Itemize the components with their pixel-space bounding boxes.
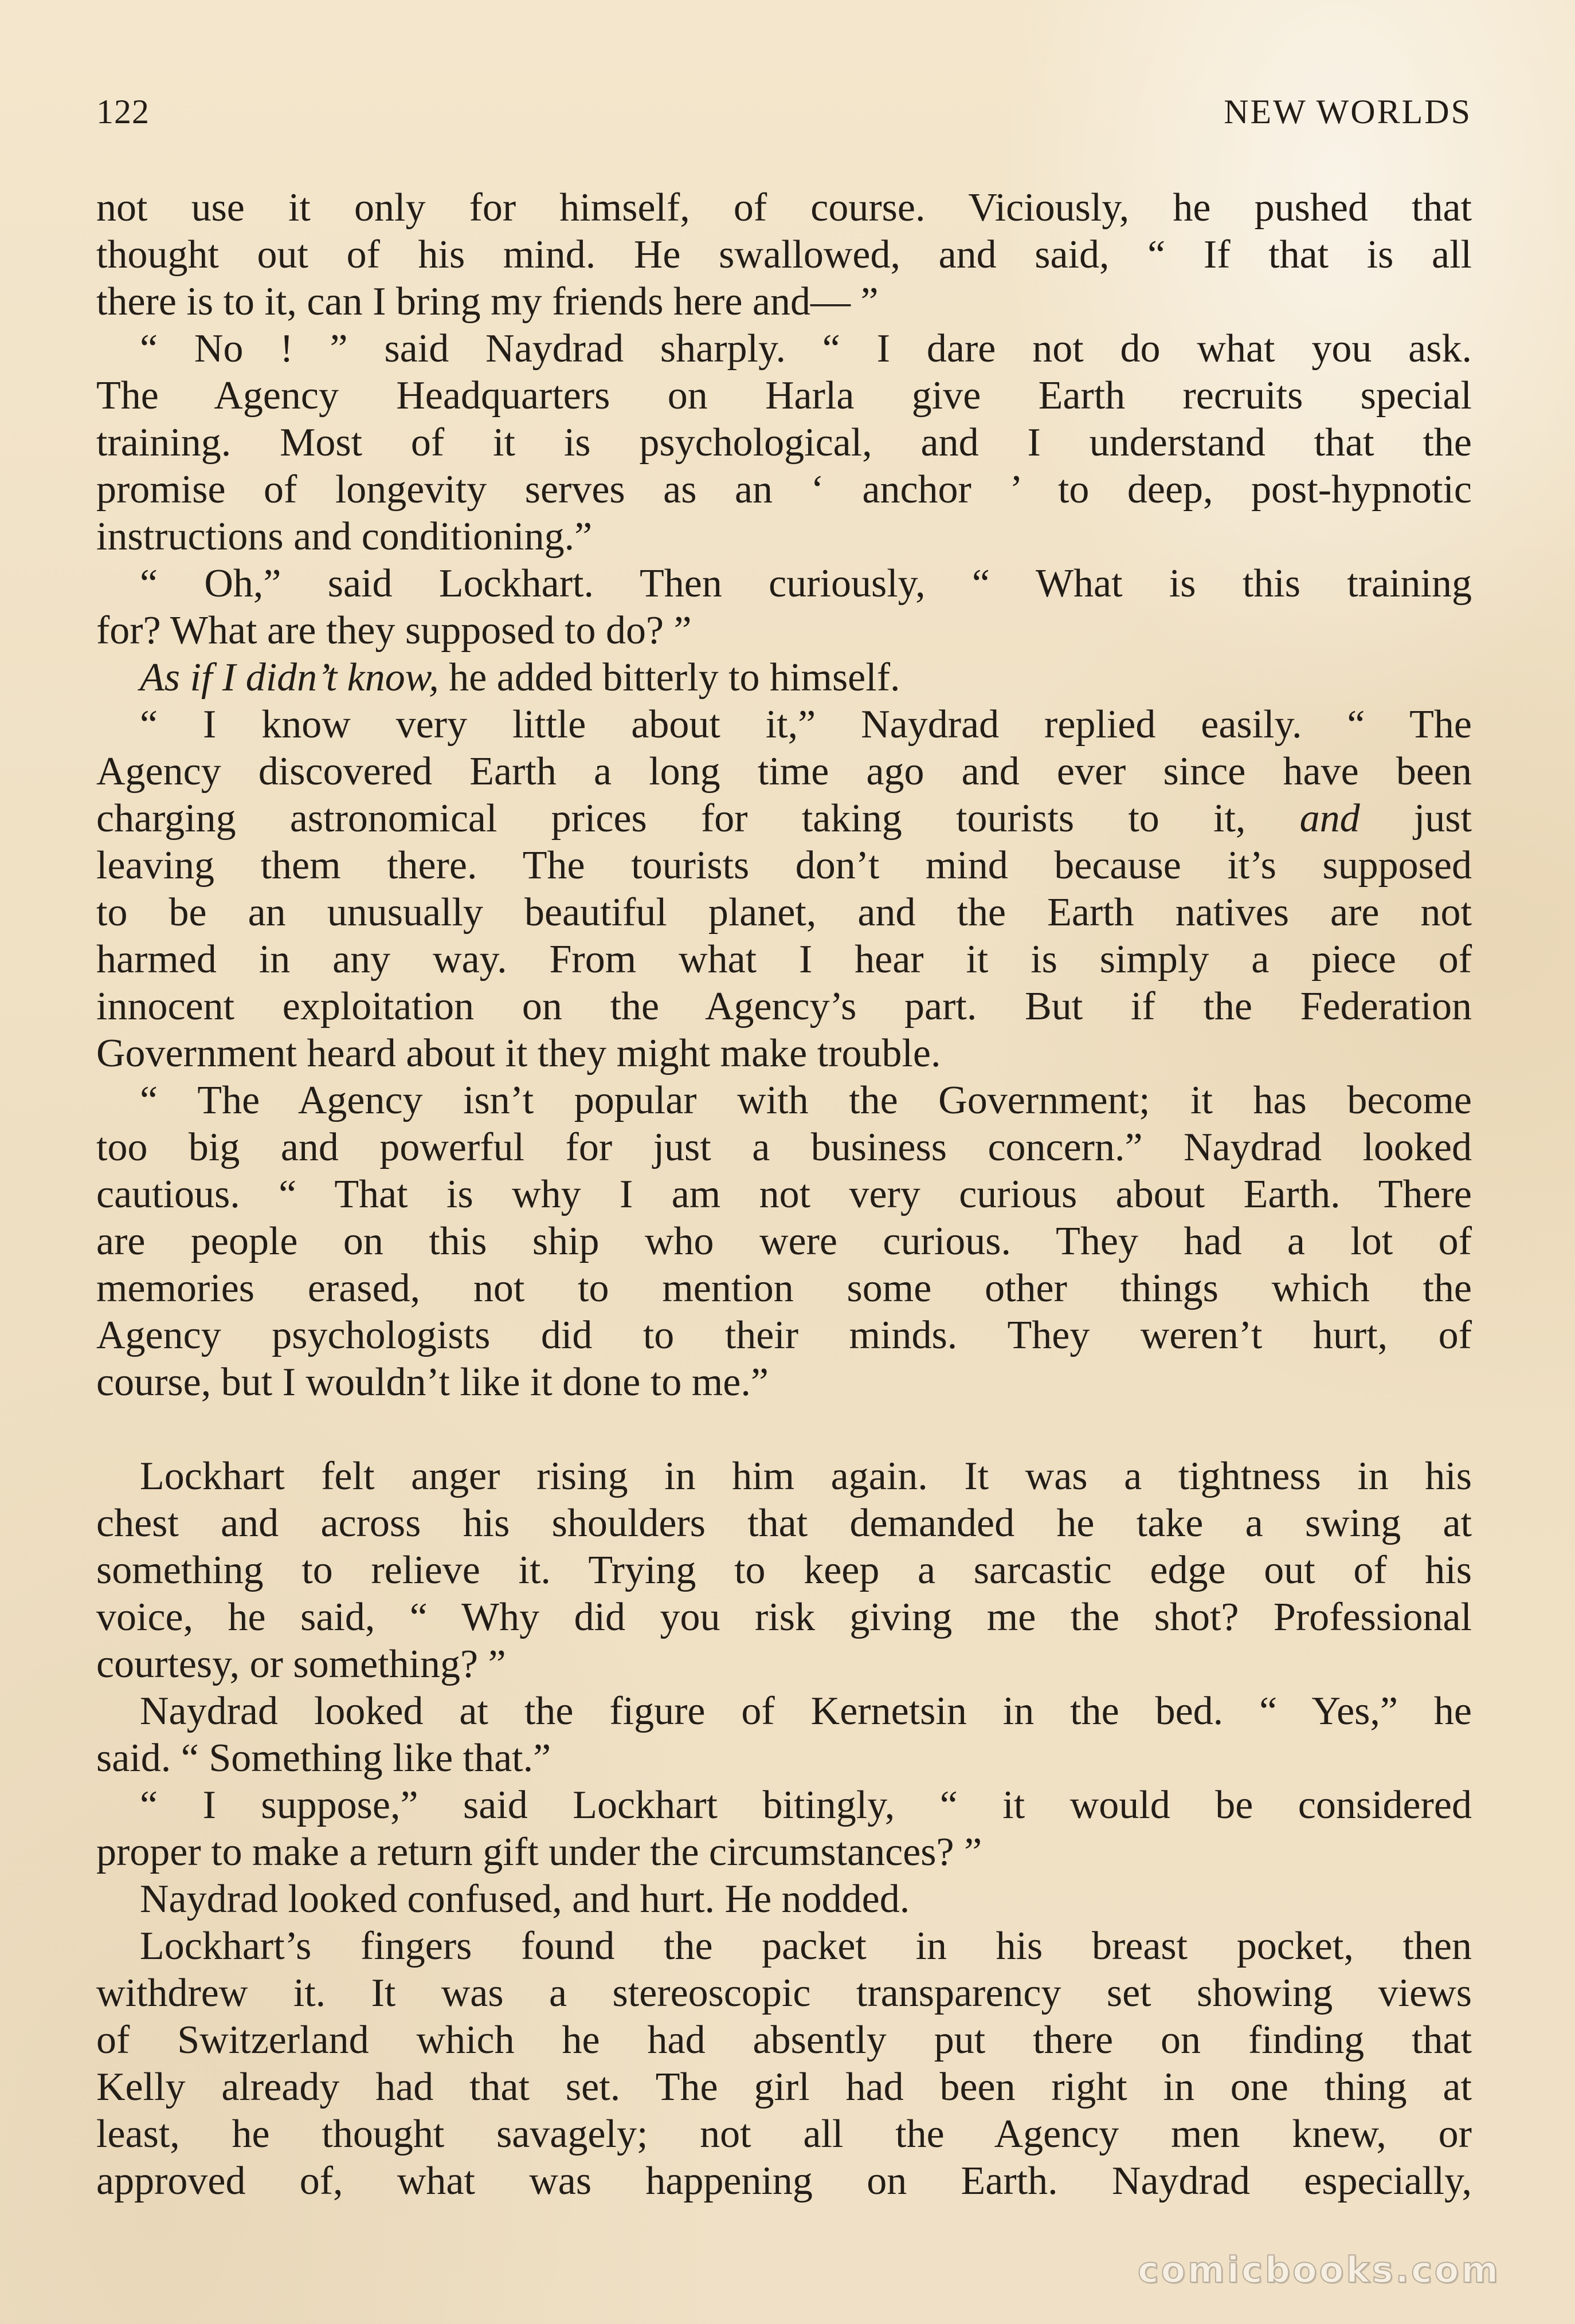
text-line: cautious. “ That is why I am not very curious about Earth. There xyxy=(96,1172,1472,1216)
text-line: Naydrad looked confused, and hurt. He nodded. xyxy=(140,1877,910,1921)
running-head xyxy=(96,86,1472,138)
text-line: for? What are they supposed to do? ” xyxy=(96,609,692,653)
text-segment: just xyxy=(1359,796,1472,841)
text-line xyxy=(96,795,1472,842)
text-line: “ I know very little about it,” Naydrad replied easily. “ The xyxy=(140,702,1472,747)
text-line: Lockhart felt anger rising in him again. It was a tightness in his xyxy=(140,1454,1472,1498)
text-line: memories erased, not to mention some other things which the xyxy=(96,1266,1472,1310)
text-line: Agency discovered Earth a long time ago and ever since have been xyxy=(96,749,1472,794)
text-line: “ No ! ” said Naydrad sharply. “ I dare not do what you ask. xyxy=(140,327,1472,371)
text-line: leaving them there. The tourists don’t mind because it’s supposed xyxy=(96,843,1472,888)
text-line: too big and powerful for just a business concern.” Naydrad looked xyxy=(96,1125,1472,1169)
text-segment: he added bitterly to himself. xyxy=(438,655,900,700)
text-line: thought out of his mind. He swallowed, and said, “ If that is all xyxy=(96,233,1472,277)
italic-phrase: As if I didn’t know, xyxy=(140,655,439,700)
text-line: withdrew it. It was a stereoscopic transparency set showing views xyxy=(96,1971,1472,2015)
text-line: there is to it, can I bring my friends here and— ” xyxy=(96,280,879,324)
text-line: to be an unusually beautiful planet, and the Earth natives are not xyxy=(96,890,1472,935)
text-line: “ Oh,” said Lockhart. Then curiously, “ What is this training xyxy=(140,562,1472,606)
text-line: training. Most of it is psychological, and I understand that the xyxy=(96,421,1472,465)
text-line: harmed in any way. From what I hear it is simply a piece of xyxy=(96,937,1472,982)
running-title: NEW WORLDS xyxy=(1224,93,1472,131)
text-segment: charging astronomical prices for taking tourists to it, xyxy=(96,796,1300,841)
body-text xyxy=(96,184,1472,2205)
text-line: Government heard about it they might make trouble. xyxy=(96,1031,941,1075)
text-line: Naydrad looked at the figure of Kernetsin in the bed. “ Yes,” he xyxy=(140,1689,1472,1733)
page-number: 122 xyxy=(96,93,150,131)
text-line: voice, he said, “ Why did you risk giving me the shot? Professional xyxy=(96,1595,1472,1639)
book-page xyxy=(96,86,1472,2252)
text-line: of Switzerland which he had absently put there on finding that xyxy=(96,2018,1472,2062)
text-line: instructions and conditioning.” xyxy=(96,515,593,559)
text-line: “ The Agency isn’t popular with the Government; it has become xyxy=(140,1078,1472,1122)
text-line: Lockhart’s fingers found the packet in his breast pocket, then xyxy=(140,1924,1472,1968)
text-line: said. “ Something like that.” xyxy=(96,1736,551,1780)
text-line xyxy=(96,654,1472,701)
text-line: proper to make a return gift under the circumstances? ” xyxy=(96,1830,982,1874)
section-break xyxy=(96,1406,1472,1453)
text-line: chest and across his shoulders that demanded he take a swing at xyxy=(96,1501,1472,1545)
text-line: not use it only for himself, of course. Viciously, he pushed that xyxy=(96,186,1472,230)
text-line: something to relieve it. Trying to keep a sarcastic edge out of his xyxy=(96,1548,1472,1592)
text-line: innocent exploitation on the Agency’s part. But if the Federation xyxy=(96,984,1472,1028)
text-line: courtesy, or something? ” xyxy=(96,1642,506,1686)
text-line: least, he thought savagely; not all the Agency men knew, or xyxy=(96,2112,1472,2156)
text-line: “ I suppose,” said Lockhart bitingly, “ it would be considered xyxy=(140,1783,1472,1827)
italic-word: and xyxy=(1299,796,1360,841)
text-line: Kelly already had that set. The girl had been right in one thing at xyxy=(96,2065,1472,2109)
text-line: Agency psychologists did to their minds. They weren’t hurt, of xyxy=(96,1313,1472,1357)
text-line: The Agency Headquarters on Harla give Earth recruits special xyxy=(96,374,1472,418)
text-line: approved of, what was happening on Earth. Naydrad especially, xyxy=(96,2159,1472,2203)
text-line: are people on this ship who were curious. They had a lot of xyxy=(96,1219,1472,1263)
site-watermark: comicbooks.com xyxy=(1137,2249,1500,2291)
text-line: promise of longevity serves as an ‘ anchor ’ to deep, post-hypnotic xyxy=(96,468,1472,512)
text-line: course, but I wouldn’t like it done to me.” xyxy=(96,1360,769,1404)
